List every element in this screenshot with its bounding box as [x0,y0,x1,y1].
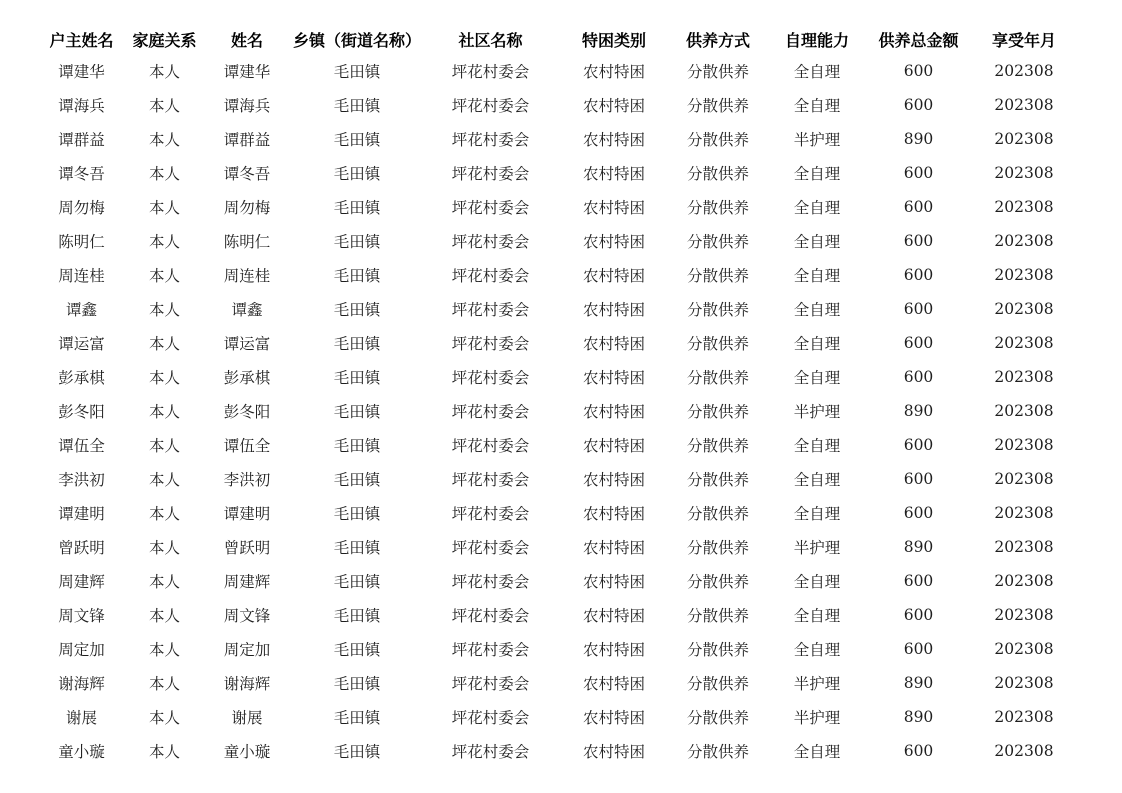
cell-poverty-category: 农村特困 [582,165,645,183]
cell-benefit-year-month: 202308 [994,470,1054,488]
cell-township: 毛田镇 [333,267,381,285]
cell-community: 坪花村委会 [451,539,530,557]
col-header-support-method: 供养方式 [685,30,750,50]
cell-poverty-category: 农村特困 [582,471,645,489]
cell-community: 坪花村委会 [451,233,530,251]
cell-support-method: 分散供养 [686,165,749,183]
cell-selfcare-ability: 半护理 [793,403,841,421]
cell-benefit-year-month: 202308 [994,640,1054,658]
cell-family-relation: 本人 [148,165,180,183]
cell-total-amount: 600 [903,742,934,760]
cell-benefit-year-month: 202308 [994,334,1054,352]
cell-community: 坪花村委会 [451,437,530,455]
cell-family-relation: 本人 [148,437,180,455]
cell-family-relation: 本人 [148,233,180,251]
table-row [36,122,1078,156]
cell-benefit-year-month: 202308 [994,300,1054,318]
cell-family-relation: 本人 [148,641,180,659]
cell-poverty-category: 农村特困 [582,675,645,693]
cell-total-amount: 600 [903,198,934,216]
cell-household-name: 周连桂 [58,267,105,285]
cell-total-amount: 600 [903,232,934,250]
cell-total-amount: 600 [903,640,934,658]
table-row [36,292,1078,326]
table-row [36,734,1078,768]
cell-family-relation: 本人 [148,709,180,727]
cell-support-method: 分散供养 [686,471,749,489]
cell-support-method: 分散供养 [686,335,749,353]
cell-selfcare-ability: 全自理 [793,199,841,217]
cell-benefit-year-month: 202308 [994,742,1054,760]
cell-township: 毛田镇 [333,709,381,727]
cell-support-method: 分散供养 [686,607,749,625]
cell-support-method: 分散供养 [686,573,749,591]
cell-total-amount: 600 [903,606,934,624]
cell-community: 坪花村委会 [451,505,530,523]
cell-community: 坪花村委会 [451,369,530,387]
cell-community: 坪花村委会 [451,63,530,81]
table-row [36,258,1078,292]
cell-community: 坪花村委会 [451,267,530,285]
cell-name: 李洪初 [223,471,271,489]
cell-name: 童小璇 [223,743,271,761]
cell-selfcare-ability: 全自理 [793,369,841,387]
cell-family-relation: 本人 [148,267,180,285]
cell-support-method: 分散供养 [686,267,749,285]
cell-support-method: 分散供养 [686,403,749,421]
cell-selfcare-ability: 半护理 [793,539,841,557]
table-row [36,54,1078,88]
cell-benefit-year-month: 202308 [994,402,1054,420]
cell-total-amount: 600 [903,572,934,590]
cell-benefit-year-month: 202308 [994,572,1054,590]
cell-community: 坪花村委会 [451,335,530,353]
cell-total-amount: 890 [903,402,934,420]
cell-selfcare-ability: 全自理 [793,743,841,761]
cell-name: 周定加 [223,641,271,659]
cell-selfcare-ability: 全自理 [793,641,841,659]
table-row [36,326,1078,360]
cell-family-relation: 本人 [148,131,180,149]
cell-community: 坪花村委会 [451,675,530,693]
cell-household-name: 彭冬阳 [58,403,105,421]
cell-household-name: 谭伍全 [58,437,105,455]
cell-poverty-category: 农村特困 [582,539,645,557]
cell-family-relation: 本人 [148,539,180,557]
col-header-community: 社区名称 [458,30,523,50]
table-header [36,24,1078,54]
table-row [36,428,1078,462]
cell-benefit-year-month: 202308 [994,130,1054,148]
cell-family-relation: 本人 [148,63,180,81]
cell-selfcare-ability: 全自理 [793,335,841,353]
cell-name: 谭鑫 [231,301,263,319]
cell-poverty-category: 农村特困 [582,199,645,217]
table-row [36,394,1078,428]
cell-family-relation: 本人 [148,403,180,421]
cell-family-relation: 本人 [148,743,180,761]
cell-benefit-year-month: 202308 [994,606,1054,624]
cell-household-name: 谢展 [65,709,97,727]
table-row [36,564,1078,598]
cell-community: 坪花村委会 [451,641,530,659]
cell-household-name: 童小璇 [58,743,105,761]
cell-poverty-category: 农村特困 [582,369,645,387]
cell-total-amount: 890 [903,130,934,148]
cell-poverty-category: 农村特困 [582,233,645,251]
cell-selfcare-ability: 全自理 [793,233,841,251]
cell-community: 坪花村委会 [451,573,530,591]
cell-total-amount: 600 [903,164,934,182]
cell-household-name: 曾跃明 [58,539,105,557]
cell-support-method: 分散供养 [686,675,749,693]
cell-support-method: 分散供养 [686,233,749,251]
cell-total-amount: 600 [903,96,934,114]
cell-selfcare-ability: 全自理 [793,267,841,285]
cell-selfcare-ability: 全自理 [793,505,841,523]
cell-benefit-year-month: 202308 [994,62,1054,80]
cell-community: 坪花村委会 [451,131,530,149]
col-header-township: 乡镇（街道名称） [292,30,421,50]
cell-community: 坪花村委会 [451,301,530,319]
cell-selfcare-ability: 全自理 [793,573,841,591]
col-header-benefit-year-month: 享受年月 [991,30,1056,50]
table-body [36,54,1078,768]
cell-family-relation: 本人 [148,301,180,319]
cell-support-method: 分散供养 [686,301,749,319]
header-row [36,24,1078,54]
cell-poverty-category: 农村特困 [582,403,645,421]
cell-household-name: 周勿梅 [58,199,105,217]
cell-support-method: 分散供养 [686,539,749,557]
cell-township: 毛田镇 [333,505,381,523]
cell-community: 坪花村委会 [451,403,530,421]
cell-poverty-category: 农村特困 [582,301,645,319]
cell-community: 坪花村委会 [451,165,530,183]
cell-name: 谭海兵 [223,97,271,115]
cell-township: 毛田镇 [333,675,381,693]
cell-support-method: 分散供养 [686,369,749,387]
cell-poverty-category: 农村特困 [582,131,645,149]
cell-support-method: 分散供养 [686,63,749,81]
cell-name: 彭冬阳 [223,403,271,421]
cell-community: 坪花村委会 [451,97,530,115]
cell-poverty-category: 农村特困 [582,743,645,761]
cell-township: 毛田镇 [333,607,381,625]
cell-name: 周连桂 [223,267,271,285]
cell-support-method: 分散供养 [686,97,749,115]
cell-selfcare-ability: 全自理 [793,471,841,489]
cell-total-amount: 600 [903,504,934,522]
support-roster-table [36,24,1078,768]
cell-household-name: 周建辉 [58,573,105,591]
cell-township: 毛田镇 [333,471,381,489]
cell-household-name: 谭建华 [58,63,105,81]
table-row [36,496,1078,530]
cell-poverty-category: 农村特困 [582,97,645,115]
cell-selfcare-ability: 半护理 [793,709,841,727]
cell-support-method: 分散供养 [686,641,749,659]
cell-support-method: 分散供养 [686,437,749,455]
col-header-name: 姓名 [230,30,263,50]
cell-benefit-year-month: 202308 [994,96,1054,114]
cell-poverty-category: 农村特困 [582,63,645,81]
cell-household-name: 谭冬吾 [58,165,105,183]
cell-family-relation: 本人 [148,505,180,523]
cell-township: 毛田镇 [333,369,381,387]
cell-benefit-year-month: 202308 [994,232,1054,250]
cell-name: 谭冬吾 [223,165,271,183]
cell-township: 毛田镇 [333,437,381,455]
cell-family-relation: 本人 [148,335,180,353]
cell-household-name: 谢海辉 [58,675,105,693]
cell-township: 毛田镇 [333,233,381,251]
cell-township: 毛田镇 [333,131,381,149]
cell-benefit-year-month: 202308 [994,368,1054,386]
cell-support-method: 分散供养 [686,131,749,149]
cell-household-name: 周文锋 [58,607,105,625]
table-row [36,88,1078,122]
cell-family-relation: 本人 [148,97,180,115]
cell-household-name: 李洪初 [58,471,105,489]
cell-family-relation: 本人 [148,369,180,387]
cell-total-amount: 600 [903,368,934,386]
cell-benefit-year-month: 202308 [994,198,1054,216]
cell-name: 周文锋 [223,607,271,625]
cell-community: 坪花村委会 [451,743,530,761]
cell-community: 坪花村委会 [451,709,530,727]
cell-selfcare-ability: 半护理 [793,131,841,149]
cell-benefit-year-month: 202308 [994,504,1054,522]
cell-poverty-category: 农村特困 [582,607,645,625]
table-row [36,530,1078,564]
cell-name: 谭群益 [223,131,271,149]
cell-poverty-category: 农村特困 [582,641,645,659]
cell-selfcare-ability: 全自理 [793,437,841,455]
cell-total-amount: 600 [903,300,934,318]
cell-name: 谢海辉 [223,675,271,693]
col-header-family-relation: 家庭关系 [132,30,197,50]
cell-name: 彭承棋 [223,369,271,387]
table-row [36,360,1078,394]
cell-township: 毛田镇 [333,63,381,81]
cell-benefit-year-month: 202308 [994,708,1054,726]
cell-family-relation: 本人 [148,199,180,217]
cell-poverty-category: 农村特困 [582,335,645,353]
col-header-household-name: 户主姓名 [49,30,114,50]
cell-benefit-year-month: 202308 [994,164,1054,182]
cell-poverty-category: 农村特困 [582,437,645,455]
cell-benefit-year-month: 202308 [994,266,1054,284]
cell-township: 毛田镇 [333,199,381,217]
cell-household-name: 彭承棋 [58,369,105,387]
cell-benefit-year-month: 202308 [994,538,1054,556]
cell-poverty-category: 农村特困 [582,709,645,727]
cell-township: 毛田镇 [333,573,381,591]
cell-township: 毛田镇 [333,539,381,557]
cell-household-name: 谭建明 [58,505,105,523]
cell-total-amount: 600 [903,266,934,284]
cell-name: 周勿梅 [223,199,271,217]
table-row [36,666,1078,700]
cell-total-amount: 600 [903,62,934,80]
cell-township: 毛田镇 [333,97,381,115]
cell-poverty-category: 农村特困 [582,505,645,523]
table-row [36,700,1078,734]
cell-community: 坪花村委会 [451,607,530,625]
cell-household-name: 谭海兵 [58,97,105,115]
cell-support-method: 分散供养 [686,743,749,761]
cell-family-relation: 本人 [148,573,180,591]
table-row [36,462,1078,496]
col-header-selfcare-ability: 自理能力 [784,30,849,50]
cell-family-relation: 本人 [148,675,180,693]
cell-name: 谭运富 [223,335,271,353]
cell-family-relation: 本人 [148,471,180,489]
cell-household-name: 周定加 [58,641,105,659]
cell-selfcare-ability: 全自理 [793,301,841,319]
cell-selfcare-ability: 全自理 [793,97,841,115]
cell-selfcare-ability: 全自理 [793,63,841,81]
cell-township: 毛田镇 [333,165,381,183]
table-row [36,632,1078,666]
table-row [36,224,1078,258]
cell-community: 坪花村委会 [451,471,530,489]
cell-name: 谭建华 [223,63,271,81]
cell-benefit-year-month: 202308 [994,674,1054,692]
table-row [36,598,1078,632]
cell-total-amount: 600 [903,436,934,454]
cell-poverty-category: 农村特困 [582,267,645,285]
cell-selfcare-ability: 全自理 [793,607,841,625]
cell-family-relation: 本人 [148,607,180,625]
cell-name: 谭伍全 [223,437,271,455]
cell-household-name: 谭群益 [58,131,105,149]
cell-total-amount: 600 [903,470,934,488]
cell-household-name: 谭鑫 [65,301,97,319]
cell-household-name: 谭运富 [58,335,105,353]
cell-selfcare-ability: 半护理 [793,675,841,693]
cell-total-amount: 890 [903,538,934,556]
cell-selfcare-ability: 全自理 [793,165,841,183]
cell-name: 曾跃明 [223,539,271,557]
cell-township: 毛田镇 [333,335,381,353]
cell-township: 毛田镇 [333,641,381,659]
cell-township: 毛田镇 [333,403,381,421]
cell-name: 周建辉 [223,573,271,591]
cell-total-amount: 600 [903,334,934,352]
cell-benefit-year-month: 202308 [994,436,1054,454]
cell-total-amount: 890 [903,708,934,726]
cell-total-amount: 890 [903,674,934,692]
cell-poverty-category: 农村特困 [582,573,645,591]
cell-township: 毛田镇 [333,301,381,319]
cell-township: 毛田镇 [333,743,381,761]
col-header-poverty-category: 特困类别 [581,30,646,50]
cell-support-method: 分散供养 [686,199,749,217]
cell-name: 谢展 [231,709,263,727]
cell-name: 谭建明 [223,505,271,523]
cell-household-name: 陈明仁 [58,233,105,251]
cell-support-method: 分散供养 [686,505,749,523]
cell-name: 陈明仁 [223,233,271,251]
table-row [36,190,1078,224]
table-row [36,156,1078,190]
col-header-total-amount: 供养总金额 [878,30,959,50]
cell-support-method: 分散供养 [686,709,749,727]
cell-community: 坪花村委会 [451,199,530,217]
